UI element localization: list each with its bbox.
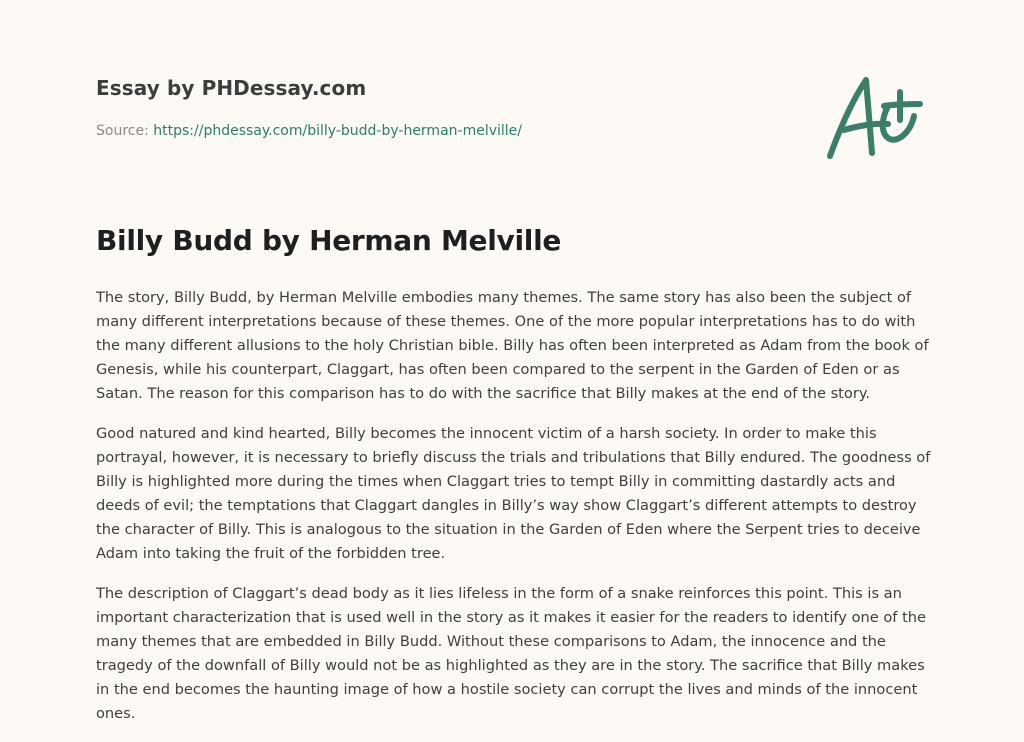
source-link[interactable]: https://phdessay.com/billy-budd-by-herman-melville/ <box>153 123 523 139</box>
essay-body <box>96 286 932 742</box>
essay-paragraph: Good natured and kind hearted, Billy becomes the innocent victim of a harsh society. In order to make this portrayal, however, it is necessary to briefly discuss the trials and tribulations that Billy endured. The goodness of Billy is highlighted more during the times when Claggart tries to tempt Billy in committing dastardly acts and deeds of evil; the temptations that Claggart dangles in Billy’s way show Claggart’s different attempts to destroy the character of Billy. This is analogous to the situation in the Garden of Eden where the Serpent tries to deceive Adam into taking the fruit of the forbidden tree. <box>96 425 931 562</box>
source-label: Source: <box>96 123 149 139</box>
page-header <box>96 76 736 139</box>
essay-title: Billy Budd by Herman Melville <box>96 224 562 257</box>
site-brand: Essay by PHDessay.com <box>96 76 367 100</box>
source-line <box>96 123 736 139</box>
a-plus-grade-icon <box>822 68 932 164</box>
essay-paragraph: The description of Claggart’s dead body as it lies lifeless in the form of a snake reinforces this point. This is an important characterization that is used well in the story as it makes it easier for the readers to identify one of the many themes that are embedded in Billy Budd. Without these comparisons to Adam, the innocence and the tragedy of the downfall of Billy would not be as highlighted as they are in the story. The sacrifice that Billy makes in the end becomes the haunting image of how a hostile society can corrupt the lives and minds of the innocent ones. <box>96 585 927 722</box>
essay-paragraph: The story, Billy Budd, by Herman Melville embodies many themes. The same story has also been the subject of many different interpretations because of these themes. One of the more popular interpretations has to do with the many different allusions to the holy Christian bible. Billy has often been interpreted as Adam from the book of Genesis, while his counterpart, Claggart, has often been compared to the serpent in the Garden of Eden or as Satan. The reason for this comparison has to do with the sacrifice that Billy makes at the end of the story. <box>96 289 929 402</box>
